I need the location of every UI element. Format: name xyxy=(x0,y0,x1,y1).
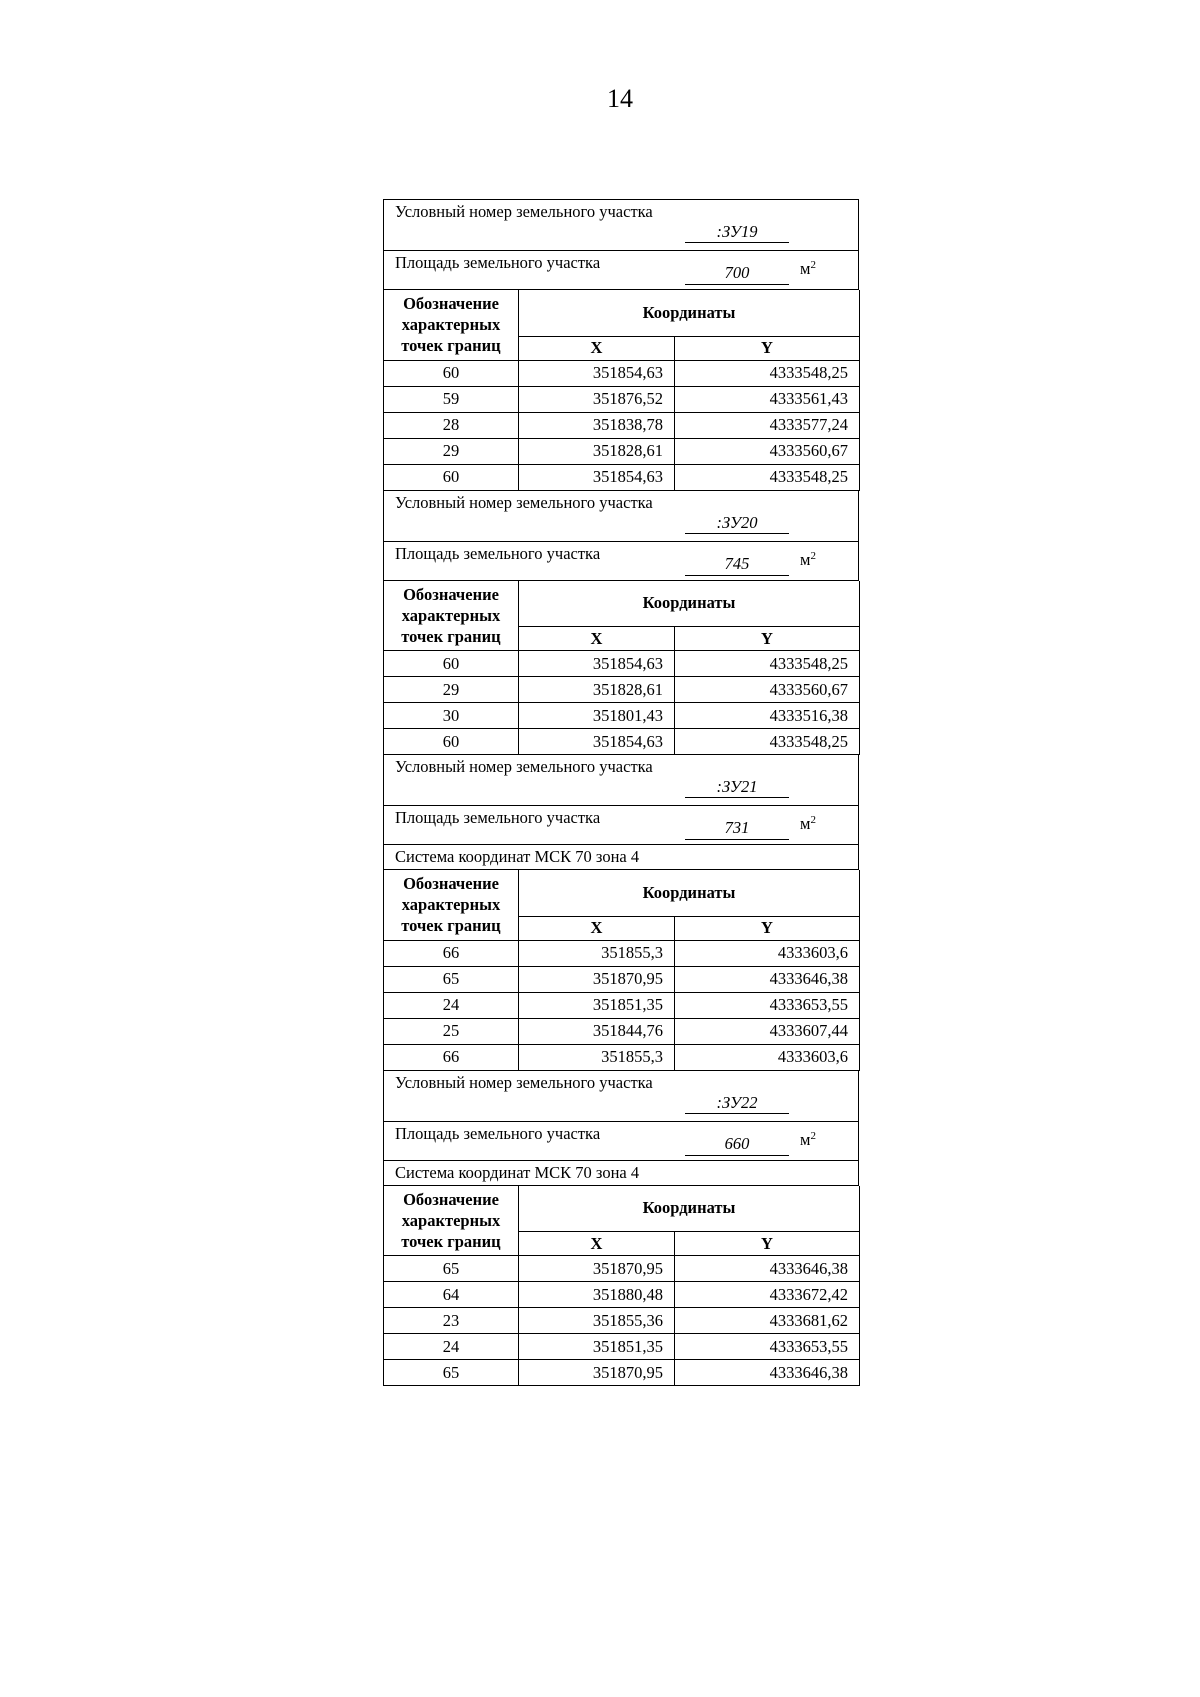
land-plots-document xyxy=(383,199,859,1386)
x-coordinate-cell: 351828,61 xyxy=(519,677,675,703)
coordinates-table xyxy=(383,1186,860,1387)
y-coordinate-cell: 4333548,25 xyxy=(675,651,860,677)
table-row xyxy=(384,1044,860,1070)
plot-area-label: Площадь земельного участка xyxy=(395,808,601,827)
point-id-cell: 60 xyxy=(384,360,519,386)
plot-number-label: Условный номер земельного участка xyxy=(395,1072,653,1092)
coordinates-table xyxy=(383,290,860,491)
y-coordinate-cell: 4333603,6 xyxy=(675,940,860,966)
table-header-row xyxy=(384,581,860,627)
y-coordinate-cell: 4333603,6 xyxy=(675,1044,860,1070)
y-coordinate-cell: 4333607,44 xyxy=(675,1018,860,1044)
point-id-cell: 30 xyxy=(384,703,519,729)
table-header-row xyxy=(384,290,860,336)
point-id-cell: 29 xyxy=(384,677,519,703)
y-coordinate-cell: 4333681,62 xyxy=(675,1308,860,1334)
y-column-header: Y xyxy=(675,1232,860,1256)
plot-number-label: Условный номер земельного участка xyxy=(395,202,653,221)
coordinate-system-row xyxy=(383,1161,859,1186)
y-coordinate-cell: 4333577,24 xyxy=(675,412,860,438)
x-coordinate-cell: 351854,63 xyxy=(519,360,675,386)
point-id-cell: 60 xyxy=(384,464,519,490)
table-row xyxy=(384,1256,860,1282)
plot-number-label: Условный номер земельного участка xyxy=(395,492,653,512)
point-id-cell: 59 xyxy=(384,386,519,412)
x-coordinate-cell: 351801,43 xyxy=(519,703,675,729)
plot-area-value: 700 xyxy=(685,262,789,285)
area-unit-exponent: 2 xyxy=(810,259,816,271)
coordinates-header: Координаты xyxy=(519,290,860,336)
x-coordinate-cell: 351854,63 xyxy=(519,651,675,677)
point-id-cell: 65 xyxy=(384,1360,519,1386)
area-unit-exponent: 2 xyxy=(810,1129,816,1142)
area-unit-base: м xyxy=(800,1129,811,1149)
y-coordinate-cell: 4333561,43 xyxy=(675,386,860,412)
y-coordinate-cell: 4333646,38 xyxy=(675,1256,860,1282)
plot-number-label: Условный номер земельного участка xyxy=(395,757,653,776)
x-coordinate-cell: 351828,61 xyxy=(519,438,675,464)
area-unit-base: м xyxy=(800,814,811,833)
plot-number-row xyxy=(383,491,859,542)
x-coordinate-cell: 351855,3 xyxy=(519,940,675,966)
area-unit xyxy=(800,254,816,280)
coordinate-system-row xyxy=(383,845,859,870)
plot-number-row xyxy=(383,1071,859,1122)
y-coordinate-cell: 4333548,25 xyxy=(675,729,860,755)
coordinates-header: Координаты xyxy=(519,581,860,627)
plot-number-value: :ЗУ22 xyxy=(685,1093,789,1114)
x-coordinate-cell: 351855,36 xyxy=(519,1308,675,1334)
area-unit-exponent: 2 xyxy=(810,814,816,826)
point-column-header: Обозначение характерных точек границ xyxy=(384,581,519,651)
y-coordinate-cell: 4333653,55 xyxy=(675,992,860,1018)
plot-area-row xyxy=(383,542,859,581)
plot-number-row xyxy=(383,200,859,251)
point-id-cell: 28 xyxy=(384,412,519,438)
plot-block xyxy=(383,755,859,1071)
plot-area-row xyxy=(383,806,859,845)
table-row xyxy=(384,729,860,755)
x-coordinate-cell: 351876,52 xyxy=(519,386,675,412)
coordinate-system-label: Система координат МСК 70 зона 4 xyxy=(395,847,640,866)
table-row xyxy=(384,438,860,464)
table-row xyxy=(384,677,860,703)
table-header-row xyxy=(384,1186,860,1232)
x-coordinate-cell: 351854,63 xyxy=(519,464,675,490)
point-id-cell: 65 xyxy=(384,966,519,992)
x-column-header: X xyxy=(519,1232,675,1256)
x-coordinate-cell: 351854,63 xyxy=(519,729,675,755)
plot-area-label: Площадь земельного участка xyxy=(395,543,601,563)
x-coordinate-cell: 351870,95 xyxy=(519,1360,675,1386)
table-row xyxy=(384,940,860,966)
table-row xyxy=(384,1282,860,1308)
table-row xyxy=(384,386,860,412)
point-id-cell: 24 xyxy=(384,992,519,1018)
x-column-header: X xyxy=(519,336,675,360)
y-coordinate-cell: 4333548,25 xyxy=(675,360,860,386)
plot-number-value: :ЗУ21 xyxy=(685,777,789,798)
plot-area-value: 731 xyxy=(685,817,789,840)
table-row xyxy=(384,703,860,729)
plot-area-row xyxy=(383,251,859,290)
table-row xyxy=(384,464,860,490)
page-number: 14 xyxy=(607,84,633,113)
y-coordinate-cell: 4333672,42 xyxy=(675,1282,860,1308)
table-row xyxy=(384,412,860,438)
area-unit-base: м xyxy=(800,259,811,278)
y-coordinate-cell: 4333516,38 xyxy=(675,703,860,729)
x-coordinate-cell: 351844,76 xyxy=(519,1018,675,1044)
table-row xyxy=(384,1334,860,1360)
area-unit-base: м xyxy=(800,549,811,569)
coordinates-table xyxy=(383,581,860,756)
plot-number-row xyxy=(383,755,859,806)
point-column-header: Обозначение характерных точек границ xyxy=(384,290,519,360)
x-coordinate-cell: 351855,3 xyxy=(519,1044,675,1070)
y-coordinate-cell: 4333653,55 xyxy=(675,1334,860,1360)
y-coordinate-cell: 4333646,38 xyxy=(675,1360,860,1386)
plot-number-value: :ЗУ20 xyxy=(685,513,789,534)
plot-area-row xyxy=(383,1122,859,1161)
area-unit xyxy=(800,809,816,835)
point-id-cell: 65 xyxy=(384,1256,519,1282)
point-id-cell: 66 xyxy=(384,1044,519,1070)
point-id-cell: 66 xyxy=(384,940,519,966)
table-row xyxy=(384,651,860,677)
x-coordinate-cell: 351851,35 xyxy=(519,992,675,1018)
plot-area-label: Площадь земельного участка xyxy=(395,253,601,272)
point-id-cell: 23 xyxy=(384,1308,519,1334)
plot-number-value: :ЗУ19 xyxy=(685,222,789,243)
x-coordinate-cell: 351870,95 xyxy=(519,1256,675,1282)
y-column-header: Y xyxy=(675,336,860,360)
point-id-cell: 64 xyxy=(384,1282,519,1308)
x-column-header: X xyxy=(519,627,675,651)
area-unit-exponent: 2 xyxy=(810,549,816,562)
x-coordinate-cell: 351870,95 xyxy=(519,966,675,992)
plot-area-value: 745 xyxy=(685,553,789,576)
point-column-header: Обозначение характерных точек границ xyxy=(384,1186,519,1256)
plot-area-label: Площадь земельного участка xyxy=(395,1123,601,1143)
plot-block xyxy=(383,1071,859,1387)
coordinates-header: Координаты xyxy=(519,870,860,916)
plot-block xyxy=(383,491,859,756)
point-id-cell: 24 xyxy=(384,1334,519,1360)
y-coordinate-cell: 4333560,67 xyxy=(675,677,860,703)
y-coordinate-cell: 4333548,25 xyxy=(675,464,860,490)
plot-area-value: 660 xyxy=(685,1133,789,1156)
table-row xyxy=(384,966,860,992)
x-coordinate-cell: 351838,78 xyxy=(519,412,675,438)
coordinates-header: Координаты xyxy=(519,1186,860,1232)
table-row xyxy=(384,992,860,1018)
point-id-cell: 60 xyxy=(384,729,519,755)
table-row xyxy=(384,1308,860,1334)
plot-block xyxy=(383,200,859,491)
point-id-cell: 29 xyxy=(384,438,519,464)
y-column-header: Y xyxy=(675,916,860,940)
y-coordinate-cell: 4333646,38 xyxy=(675,966,860,992)
point-column-header: Обозначение характерных точек границ xyxy=(384,870,519,940)
area-unit xyxy=(800,545,816,571)
x-coordinate-cell: 351880,48 xyxy=(519,1282,675,1308)
point-id-cell: 60 xyxy=(384,651,519,677)
table-row xyxy=(384,360,860,386)
table-row xyxy=(384,1018,860,1044)
coordinates-table xyxy=(383,870,860,1071)
coordinate-system-label: Система координат МСК 70 зона 4 xyxy=(395,1162,640,1182)
area-unit xyxy=(800,1125,816,1151)
x-column-header: X xyxy=(519,916,675,940)
x-coordinate-cell: 351851,35 xyxy=(519,1334,675,1360)
y-column-header: Y xyxy=(675,627,860,651)
table-row xyxy=(384,1360,860,1386)
y-coordinate-cell: 4333560,67 xyxy=(675,438,860,464)
table-header-row xyxy=(384,870,860,916)
point-id-cell: 25 xyxy=(384,1018,519,1044)
